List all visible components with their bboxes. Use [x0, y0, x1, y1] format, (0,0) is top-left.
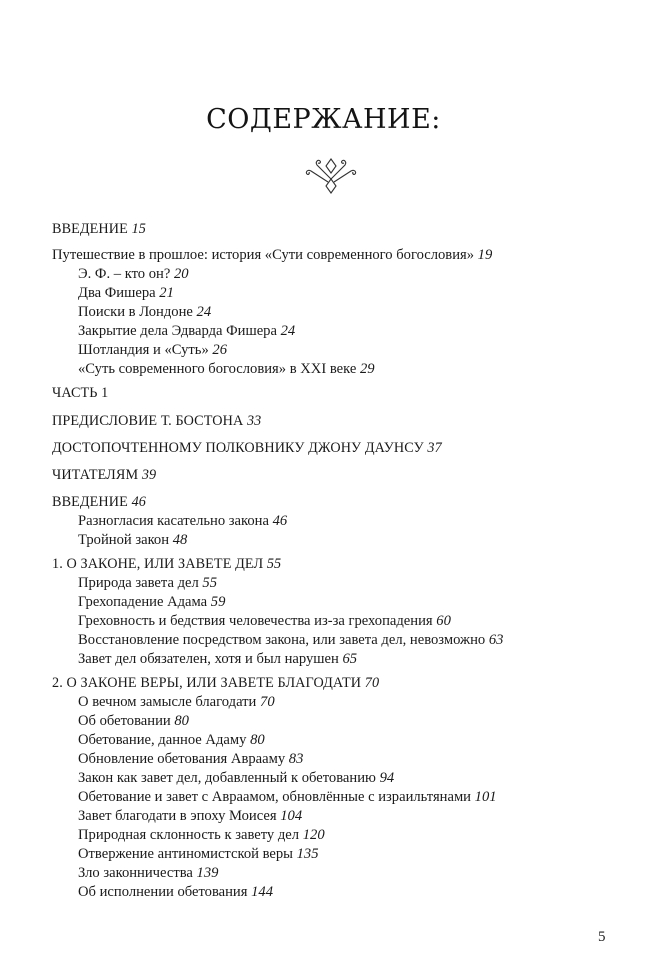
toc-subentry[interactable]: Разногласия касательно закона 46 — [78, 513, 288, 529]
toc-entry[interactable]: Путешествие в прошлое: история «Сути современного богословия» 19 — [52, 247, 493, 263]
toc-entry[interactable]: ВВЕДЕНИЕ 46 — [52, 494, 146, 510]
page-ref: 29 — [359, 361, 375, 377]
page-ref: 55 — [202, 575, 218, 591]
toc-subentry[interactable]: Отвержение антиномистской веры 135 — [78, 846, 319, 862]
toc-subentry[interactable]: Восстановление посредством закона, или завета дел, невозможно 63 — [78, 632, 504, 648]
page-ref: 19 — [477, 247, 493, 263]
toc-subentry[interactable]: Грехопадение Адама 59 — [78, 594, 226, 610]
toc-subentry[interactable]: Шотландия и «Суть» 26 — [78, 342, 228, 358]
toc-subentry[interactable]: Зло законничества 139 — [78, 865, 219, 881]
page-ref: 101 — [474, 789, 497, 805]
page-ref: 135 — [296, 846, 319, 862]
toc-subentry[interactable]: Закрытие дела Эдварда Фишера 24 — [78, 323, 296, 339]
page-ref: 24 — [196, 304, 212, 320]
toc-entry[interactable]: ЧИТАТЕЛЯМ 39 — [52, 467, 157, 483]
page-ref: 70 — [364, 675, 380, 691]
toc-subentry[interactable]: Обновление обетования Аврааму 83 — [78, 751, 304, 767]
page-ref: 48 — [172, 532, 188, 548]
toc-subentry[interactable]: Природная склонность к завету дел 120 — [78, 827, 325, 843]
page-ref: 46 — [131, 494, 146, 510]
page-ref: 80 — [250, 732, 265, 748]
toc-entry[interactable]: ВВЕДЕНИЕ 15 — [52, 221, 146, 237]
toc-subentry[interactable]: Завет дел обязателен, хотя и был нарушен 65 — [78, 651, 358, 667]
toc-subentry[interactable]: Тройной закон 48 — [78, 532, 188, 548]
toc-subentry[interactable]: Завет благодати в эпоху Моисея 104 — [78, 808, 303, 824]
page-ref: 94 — [379, 770, 395, 786]
page-ref: 55 — [266, 556, 282, 572]
toc-entry[interactable]: 1. О ЗАКОНЕ, ИЛИ ЗАВЕТЕ ДЕЛ 55 — [52, 556, 282, 572]
page-ref: 70 — [260, 694, 275, 710]
toc-subentry[interactable]: Об исполнении обетования 144 — [78, 884, 274, 900]
toc-entry[interactable]: ЧАСТЬ 1 — [52, 385, 109, 401]
toc-subentry[interactable]: Два Фишера 21 — [78, 285, 174, 301]
page-ref: 83 — [288, 751, 304, 767]
page-title: СОДЕРЖАНИЕ: — [206, 104, 441, 135]
toc-subentry[interactable]: Закон как завет дел, добавленный к обетованию 94 — [78, 770, 395, 786]
toc-subentry[interactable]: Природа завета дел 55 — [78, 575, 218, 591]
page-number: 5 — [598, 929, 606, 945]
page-ref: 39 — [141, 467, 157, 483]
page-ref: 46 — [272, 513, 288, 529]
page-ref: 20 — [173, 266, 189, 282]
page-ref: 15 — [131, 221, 146, 237]
toc-subentry[interactable]: Э. Ф. – кто он? 20 — [78, 266, 189, 282]
toc-subentry[interactable]: «Суть современного богословия» в XXI веке 29 — [78, 361, 375, 377]
page-ref: 24 — [280, 323, 296, 339]
page-ref: 65 — [342, 651, 358, 667]
page-ref: 21 — [159, 285, 174, 301]
toc-entry[interactable]: 2. О ЗАКОНЕ ВЕРЫ, ИЛИ ЗАВЕТЕ БЛАГОДАТИ 70 — [52, 675, 380, 691]
toc-subentry[interactable]: О вечном замысле благодати 70 — [78, 694, 275, 710]
page-ref: 120 — [302, 827, 325, 843]
toc-subentry[interactable]: Об обетовании 80 — [78, 713, 189, 729]
page-ref: 60 — [436, 613, 451, 629]
toc-subentry[interactable]: Греховность и бедствия человечества из-за грехопадения 60 — [78, 613, 451, 629]
toc-entry[interactable]: ДОСТОПОЧТЕННОМУ ПОЛКОВНИКУ ДЖОНУ ДАУНСУ 37 — [52, 440, 442, 456]
page-ref: 63 — [488, 632, 504, 648]
page-ref: 33 — [246, 413, 262, 429]
page-ref: 37 — [427, 440, 442, 456]
toc-subentry[interactable]: Поиски в Лондоне 24 — [78, 304, 212, 320]
toc-entry[interactable]: ПРЕДИСЛОВИЕ Т. БОСТОНА 33 — [52, 413, 262, 429]
page-ref: 59 — [210, 594, 226, 610]
page-ref: 139 — [196, 865, 219, 881]
page-ref: 144 — [251, 884, 274, 900]
toc-subentry[interactable]: Обетование, данное Адаму 80 — [78, 732, 265, 748]
toc-subentry[interactable]: Обетование и завет с Авраамом, обновлённые с израильтянами 101 — [78, 789, 497, 805]
page-ref: 104 — [280, 808, 303, 824]
page-ref: 26 — [212, 342, 228, 358]
floral-ornament-icon — [303, 157, 359, 195]
page-ref: 80 — [174, 713, 189, 729]
